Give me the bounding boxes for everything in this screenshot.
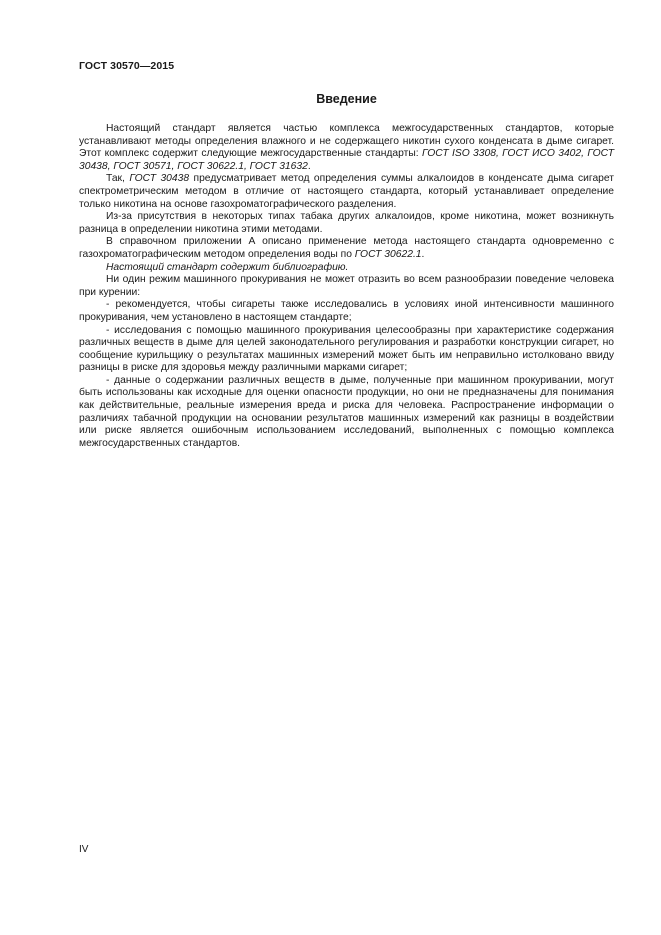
bibliography-note: Настоящий стандарт содержит библиографию. — [106, 261, 349, 273]
paragraph-text: предусматривает метод определения суммы алкалоидов в конденсате дыма сигарет спектрометрическим методом в отличие от настоящего стандарта, который устанавливает определение только никотина на основе газохроматографического разделения. — [79, 173, 614, 210]
paragraph — [79, 236, 614, 261]
list-item: - исследования с помощью машинного прокуривания целесообразны при характеристике содержания различных веществ в дыме для целей законодательного регулирования и разработки конструкции сигарет, но сообщение курильщику о результатах машинных измерений может быть им неправильно истолковано ввиду разницы в риске для здоровья между различными марками сигарет; — [79, 324, 614, 374]
paragraph-text: Настоящий стандарт является частью комплекса межгосударственных стандартов, которые устанавливают методы определения влажного и не содержащего никотин сухого конденсата в дыме сигарет. Этот комплекс содержит следующие межгосударственные стандарты: — [79, 123, 614, 160]
document-body — [79, 123, 614, 450]
paragraph-text: Так, — [106, 173, 130, 185]
standards-reference: ГОСТ ISO 3308, ГОСТ ИСО 3402, ГОСТ 30438, ГОСТ 30571, ГОСТ 30622.1, ГОСТ 31632 — [79, 148, 614, 172]
paragraph-text: . — [421, 248, 425, 260]
section-title: Введение — [316, 92, 377, 106]
paragraph: Ни один режим машинного прокуривания не может отразить во всем разнообразии поведение человека при курении: — [79, 274, 614, 298]
document-header-id: ГОСТ 30570—2015 — [79, 60, 175, 72]
page-number: IV — [79, 844, 89, 855]
standards-reference: ГОСТ 30622.1 — [354, 248, 422, 260]
list-item: - данные о содержании различных веществ в дыме, полученные при машинном прокуривании, могут быть использованы как исходные для оценки опасности продукции, но они не предназначены для понимания как действительные, реальные измерения вреда и риска для человека. Распространение информации о различиях табачной продукции на основании результатов машинных измерений как разницы в воздействии или риске является ошибочным использованием исследований, выполненных с помощью комплекса межгосударственных стандартов. — [79, 374, 614, 449]
paragraph-text: . — [307, 160, 311, 172]
paragraph: Из-за присутствия в некоторых типах табака других алкалоидов, кроме никотина, может возникнуть разница в определении никотина этими методами. — [79, 211, 614, 235]
paragraph — [79, 173, 614, 211]
paragraph-text: В справочном приложении А описано применение метода настоящего стандарта одновременно с газохроматографическим методом определения воды по — [79, 236, 614, 260]
list-item: - рекомендуется, чтобы сигареты также исследовались в условиях иной интенсивности машинного прокуривания, чем установлено в настоящем стандарте; — [79, 299, 614, 323]
standards-reference: ГОСТ 30438 — [129, 173, 190, 185]
paragraph-bibliography-note — [79, 262, 614, 275]
paragraph — [79, 123, 614, 173]
